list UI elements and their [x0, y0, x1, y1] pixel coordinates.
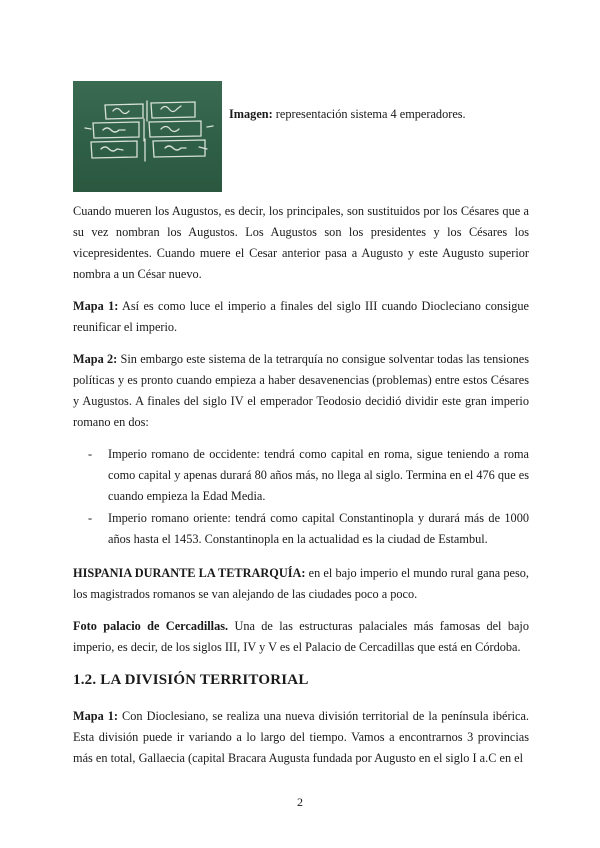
bullet-item-oriente: [88, 508, 529, 550]
bullet-text: Imperio romano de occidente: tendrá como capital en roma, sigue teniendo a roma como capital y apenas durará 80 años más, no llega al siglo. Termina en el 476 que es cuando empieza la Edad Media.: [108, 447, 529, 503]
bullet-dash: -: [88, 447, 93, 461]
paragraph-foto-palacio: [73, 616, 529, 658]
figure-caption-label: Imagen:: [229, 107, 273, 121]
paragraph-mapa-1: [73, 296, 529, 338]
hispania-text: en el bajo imperio el mundo rural gana peso, los magistrados romanos se van alejando de las ciudades poco a poco.: [73, 566, 529, 601]
mapa-1-division-label: Mapa 1:: [73, 709, 119, 723]
figure-caption: [229, 106, 466, 122]
page-number: 2: [297, 795, 303, 809]
mapa-2-text: Sin embargo este sistema de la tetrarquía no consigue solventar todas las tensiones políticas y es pronto cuando empieza a haber desavenencias (problemas) entre estos Césares y Augustos. A finales del siglo IV el emperador Teodosio decidió dividir este gran imperio romano en dos:: [73, 352, 530, 429]
mapa-1-label: Mapa 1:: [73, 299, 119, 313]
chalk-diagram: [73, 81, 222, 192]
mapa-1-division-text: Con Dioclesiano, se realiza una nueva división territorial de la península ibérica. Esta división puede ir variando a lo largo del tiempo. Vamos a encontrarnos 3 provincias más en total, Gallaecia (capital Bracara Augusta fundada por Augusto en el siglo I a.C en el: [73, 709, 529, 765]
paragraph-mapa-2: [73, 349, 529, 433]
paragraph-mapa-1-division: [73, 706, 529, 769]
foto-palacio-label: Foto palacio de Cercadillas.: [73, 619, 229, 633]
bullet-dash: -: [88, 511, 93, 525]
foto-palacio-text: Una de las estructuras palaciales más famosas del bajo imperio, es decir, de los siglos III, IV y V es el Palacio de Cercadillas que está en Córdoba.: [73, 619, 529, 654]
chalkboard-photo: [73, 81, 222, 192]
mapa-2-label: Mapa 2:: [73, 352, 118, 366]
mapa-1-text: Así es como luce el imperio a finales del siglo III cuando Diocleciano consigue reunificar el imperio.: [73, 299, 529, 334]
paragraph-hispania: [73, 563, 529, 605]
hispania-label: HISPANIA DURANTE LA TETRARQUÍA:: [73, 566, 306, 580]
section-heading: 1.2. LA DIVISIÓN TERRITORIAL: [73, 672, 309, 688]
paragraph-augustos: Cuando mueren los Augustos, es decir, los principales, son sustituidos por los Césares que a su vez nombran los Augustos. Los Augustos son los presidentes y los Césares los vicepresidentes. Cuando muere el Cesar anterior pasa a Augusto y este Augusto superior nombra a un César nuevo.: [73, 204, 529, 281]
bullet-text: Imperio romano oriente: tendrá como capital Constantinopla y durará más de 1000 años hasta el 1453. Constantinopla en la actualidad es la ciudad de Estambul.: [108, 511, 529, 546]
figure-caption-text: representación sistema 4 emperadores.: [272, 107, 466, 121]
bullet-item-occidente: [88, 444, 529, 507]
